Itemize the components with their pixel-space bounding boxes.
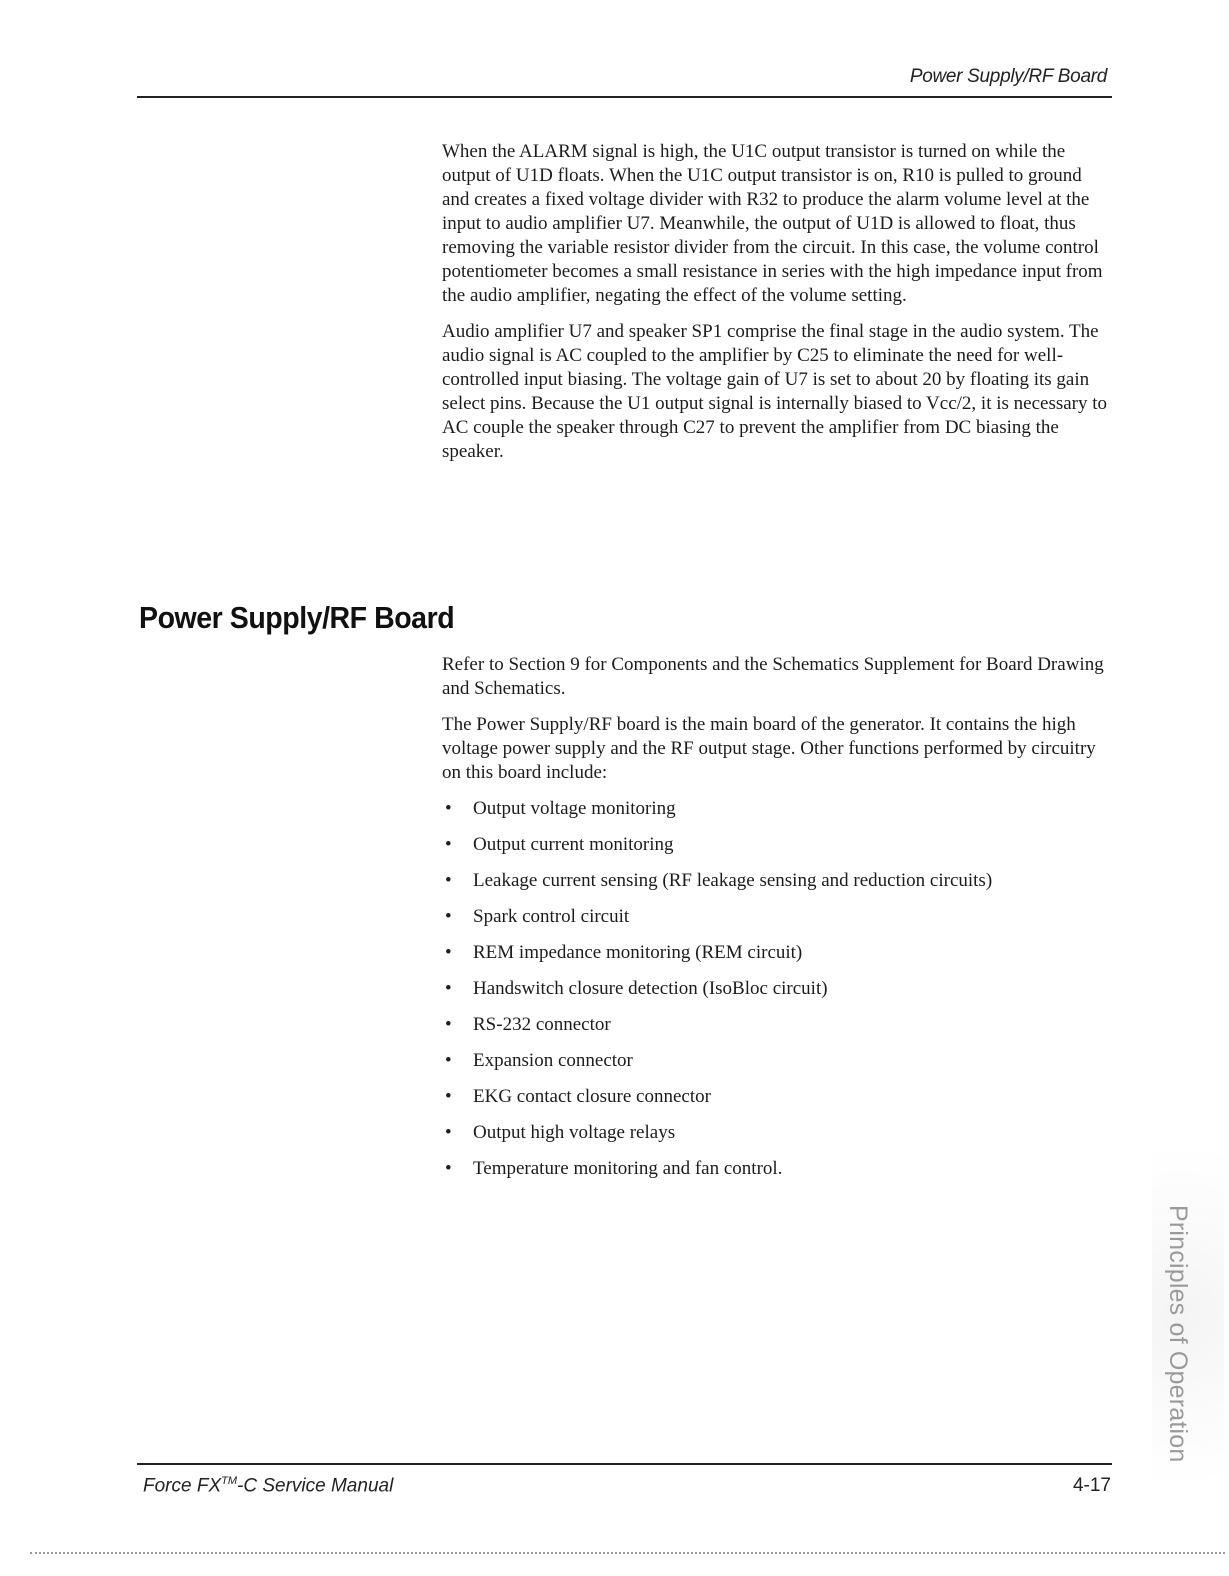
list-item-text: REM impedance monitoring (REM circuit) xyxy=(473,942,803,963)
bullet-icon: • xyxy=(445,1050,452,1071)
list-item-text: EKG contact closure connector xyxy=(473,1086,711,1107)
list-item-text: Leakage current sensing (RF leakage sensing and reduction circuits) xyxy=(473,870,993,891)
footer-manual-title xyxy=(143,1475,393,1497)
list-item xyxy=(442,1157,1112,1193)
list-item xyxy=(442,1121,1112,1157)
feature-list xyxy=(442,797,1112,1193)
bullet-icon: • xyxy=(445,1158,452,1179)
page-number: 4-17 xyxy=(1072,1475,1111,1496)
list-item xyxy=(442,1085,1112,1121)
manual-title-prefix: Force FX xyxy=(143,1475,222,1497)
bullet-icon: • xyxy=(445,870,452,891)
trademark-mark: TM xyxy=(221,1475,238,1487)
list-item-text: Expansion connector xyxy=(473,1050,633,1071)
scan-edge-line xyxy=(30,1552,1225,1554)
bullet-icon: • xyxy=(445,942,452,963)
body-paragraph: When the ALARM signal is high, the U1C output transistor is turned on while the output of U1D floats. When the U1C output transistor is on, R10 is pulled to ground and creates a fixed voltage divider with R32 to produce the alarm volume level at the input to audio amplifier U7. Meanwhile, the output of U1D is allowed to float, thus removing the variable resistor divider from the circuit. In this case, the volume control potentiometer becomes a small resistance in series with the high impedance input from the audio amplifier, negating the effect of the volume setting. xyxy=(442,141,1103,306)
list-item-text: Output high voltage relays xyxy=(473,1122,676,1143)
section-heading: Power Supply/RF Board xyxy=(139,600,455,635)
section-body xyxy=(442,653,1112,1193)
list-item xyxy=(442,797,1112,833)
list-item xyxy=(442,941,1112,977)
list-item-text: Handswitch closure detection (IsoBloc circuit) xyxy=(473,978,828,999)
bullet-icon: • xyxy=(445,1122,452,1143)
side-tab-label: Principles of Operation xyxy=(1164,1205,1192,1463)
manual-title-suffix: -C Service Manual xyxy=(237,1475,394,1497)
list-item xyxy=(442,833,1112,869)
list-item xyxy=(442,1049,1112,1085)
list-item xyxy=(442,869,1112,905)
list-item-text: Spark control circuit xyxy=(473,906,630,927)
intro-text xyxy=(442,140,1112,476)
body-paragraph: Refer to Section 9 for Components and the Schematics Supplement for Board Drawing and Schematics. xyxy=(442,654,1104,699)
running-header: Power Supply/RF Board xyxy=(909,66,1107,87)
list-item xyxy=(442,905,1112,941)
list-item xyxy=(442,1013,1112,1049)
list-item xyxy=(442,977,1112,1013)
bullet-icon: • xyxy=(445,1014,452,1035)
body-paragraph: Audio amplifier U7 and speaker SP1 comprise the final stage in the audio system. The audio signal is AC coupled to the amplifier by C25 to eliminate the need for well-controlled input biasing. The voltage gain of U7 is set to about 20 by floating its gain select pins. Because the U1 output signal is internally biased to Vcc/2, it is necessary to AC couple the speaker through C27 to prevent the amplifier from DC biasing the speaker. xyxy=(442,321,1108,462)
list-item-text: Output current monitoring xyxy=(473,834,674,855)
bullet-icon: • xyxy=(445,978,452,999)
list-item-text: Output voltage monitoring xyxy=(473,798,676,819)
footer-rule xyxy=(137,1463,1112,1465)
body-paragraph: The Power Supply/RF board is the main board of the generator. It contains the high voltage power supply and the RF output stage. Other functions performed by circuitry on this board include: xyxy=(442,714,1096,783)
bullet-icon: • xyxy=(445,906,452,927)
list-item-text: Temperature monitoring and fan control. xyxy=(473,1158,783,1179)
bullet-icon: • xyxy=(445,834,452,855)
list-item-text: RS-232 connector xyxy=(473,1014,611,1035)
bullet-icon: • xyxy=(445,1086,452,1107)
header-rule xyxy=(137,96,1112,98)
bullet-icon: • xyxy=(445,798,452,819)
